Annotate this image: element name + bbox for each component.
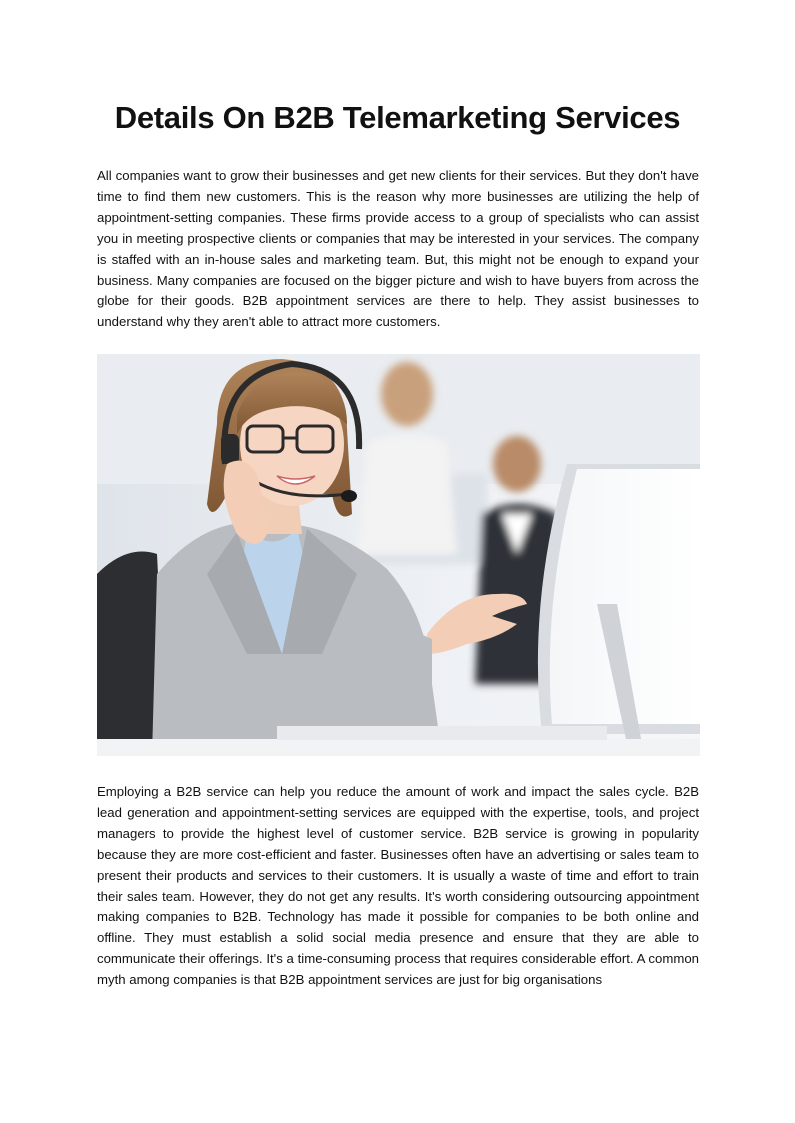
body-paragraph: Employing a B2B service can help you reduce the amount of work and impact the sales cycle. B2B lead generation and appointment-setting services are equipped with the expertise, tools, and project managers to provide the highest level of customer service. B2B service is growing in popularity because they are more cost-efficient and faster. Businesses often have an advertising or sales team to present their products and services to their customers. It is usually a waste of time and effort to train their sales team. However, they do not get any results. It's worth considering outsourcing appointment making companies to B2B. Technology has made it possible for companies to be both online and offline. They must establish a solid social media presence and ensure that they are able to communicate their offerings. It's a time-consuming process that requires considerable effort. A common myth among companies is that B2B appointment services are just for big organisations <box>97 784 699 988</box>
page-title: Details On B2B Telemarketing Services <box>114 100 681 135</box>
intro-paragraph: All companies want to grow their businesses and get new clients for their services. But they don't have time to find them new customers. This is the reason why more businesses are utilizing the help of appointment-setting companies. These firms provide access to a group of specialists who can assist you in meeting prospective clients or companies that may be interested in your services. The company is staffed with an in-house sales and marketing team. But, this might not be enough to expand your business. Many companies are focused on the bigger picture and wish to have buyers from across the globe for their goods. B2B appointment services are there to help. They assist businesses to understand why they aren't able to attract more customers. <box>97 168 699 330</box>
call-center-photo <box>97 354 700 756</box>
